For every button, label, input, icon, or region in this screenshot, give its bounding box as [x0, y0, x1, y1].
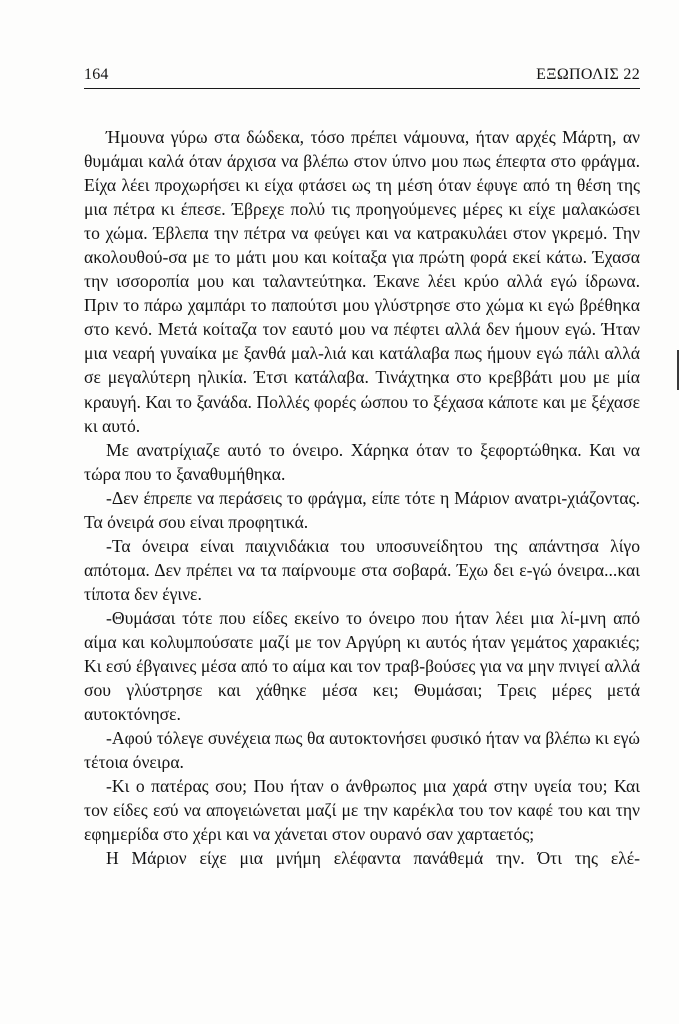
- running-head: ΕΞΩΠΟΛΙΣ 22: [536, 66, 640, 83]
- page-header: [84, 64, 640, 89]
- page-number: 164: [84, 66, 109, 83]
- paragraph: Ήμουνα γύρω στα δώδεκα, τόσο πρέπει νάμουνα, ήταν αρχές Μάρτη, αν θυμάμαι καλά όταν άρχισα να βλέπω στον ύπνο μου πως έπεφτα στο φράγμα. Είχα λέει προχωρήσει κι είχα φτάσει ως τη μέση όταν έφυγε από τη θέση της μια πέτρα κι έπεσε. Έβρεχε πολύ τις προηγούμενες μέρες κι είχε μαλακώσει το χώμα. Έβλεπα την πέτρα να φεύγει και να κατρακυλάει στον γκρεμό. Την ακολουθού-σα με το μάτι μου και κοίταξα για πρώτη φορά εκεί κάτω. Έχασα την ισσοροπία μου και ταλαντεύτηκα. Έκανε λέει κρύο αλλά εγώ ίδρωνα. Πριν το πάρω χαμπάρι το παπούτσι μου γλύστρησε στο χώμα κι εγώ βρέθηκα στο κενό. Μετά κοίταζα τον εαυτό μου να πέφτει αλλά δεν ήμουν εγώ. Ήταν μια νεαρή γυναίκα με ξανθά μαλ-λιά και κατάλαβα πως ήμουν εγώ πάλι αλλά σε μεγαλύτερη ηλικία. Έτσι κατάλαβα. Τινάχτηκα στο κρεββάτι μου με μία κραυγή. Και το ξανάδα. Πολλές φορές ώσπου το ξέχασα κάποτε και με ξέχασε κι αυτό.: [84, 127, 640, 436]
- paragraph: -Δεν έπρεπε να περάσεις το φράγμα, είπε τότε η Μάριον ανατρι-χιάζοντας. Τα όνειρά σου είναι προφητικά.: [84, 487, 640, 532]
- paragraph: -Τα όνειρα είναι παιχνιδάκια του υποσυνείδητου της απάντησα λίγο απότομα. Δεν πρέπει να τα παίρνουμε στα σοβαρά. Έχω δει ε-γώ όνειρα...και τίποτα δεν έγινε.: [84, 535, 640, 604]
- paragraph: Με ανατρίχιαζε αυτό το όνειρο. Χάρηκα όταν το ξεφορτώθηκα. Και να τώρα που το ξαναθυμήθηκα.: [84, 439, 640, 484]
- paragraph: -Αφού τόλεγε συνέχεια πως θα αυτοκτονήσει φυσικό ήταν να βλέπω κι εγώ τέτοια όνειρα.: [84, 728, 640, 773]
- paragraph: Η Μάριον είχε μια μνήμη ελέφαντα πανάθεμά την. Ότι της ελέ-: [106, 848, 640, 869]
- paragraph: -Κι ο πατέρας σου; Που ήταν ο άνθρωπος μια χαρά στην υγεία του; Και τον είδες εσύ να απογειώνεται μαζί με την καρέκλα του τον καφέ του και την εφημερίδα στο χέρι και να χάνεται στον ουρανό σαν χαρταετός;: [84, 776, 640, 845]
- paragraph: -Θυμάσαι τότε που είδες εκείνο το όνειρο που ήταν λέει μια λί-μνη από αίμα και κολυμπούσατε μαζί με τον Αργύρη κι αυτός ήταν γεμάτος χαρακιές; Κι εσύ έβγαινες μέσα από το αίμα και τον τραβ-βούσες για να μην πνιγεί αλλά σου γλύστρησε και χάθηκε μέσα κει; Θυμάσαι; Τρεις μέρες μετά αυτοκτόνησε.: [84, 607, 640, 725]
- body-text: [84, 125, 640, 870]
